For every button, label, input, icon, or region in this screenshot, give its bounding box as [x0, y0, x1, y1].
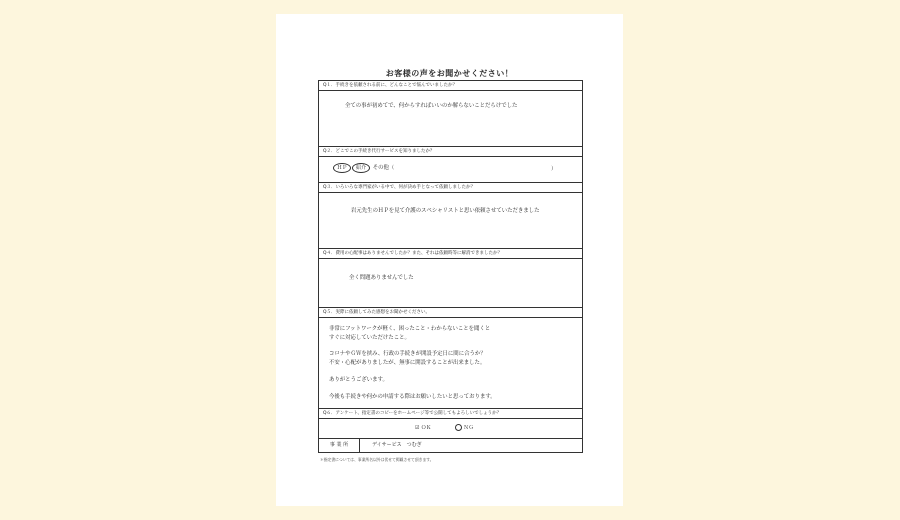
q2-answer-box	[319, 157, 582, 183]
q5-line: コロナやＧＷを挟み、行政の手続きが開設予定日に間に合うか？	[329, 351, 486, 357]
q2-other-close: ）	[551, 166, 557, 172]
q5-question: Q５．実際に依頼してみた感想をお聞かせください。	[319, 308, 582, 318]
office-label: 事 業 所	[319, 439, 360, 452]
q5-line: 今後も手続きや何かの申請する際はお願いしたいと思っております。	[329, 394, 496, 400]
q1-answer: 全ての事が初めてで、何からすればいいのか解らないことだらけでした	[345, 103, 518, 109]
q2-option-hp: ＨＰ	[333, 163, 351, 173]
checkbox-checked-icon: ☑	[415, 425, 420, 431]
q6-answer-box	[319, 419, 582, 439]
q5-line: ありがとうございます。	[329, 377, 388, 383]
q2-question: Q２．どこでこの手続き代行サービスを知りましたか？	[319, 147, 582, 157]
q5-answer-box	[319, 318, 582, 409]
q1-answer-box	[319, 91, 582, 147]
footnote: ＊指定書については、事業所名以外は伏せて掲載させて頂きます。	[320, 457, 434, 462]
radio-empty-icon	[455, 424, 462, 431]
q5-line: 不安・心配がありましたが、無事に開設することが出来ました。	[329, 360, 486, 366]
q3-answer: 岩元先生のＨＰを見て介護のスペシャリストと思い依頼させていただきました	[351, 208, 540, 214]
q2-option-referral: 紹介	[352, 163, 370, 173]
q4-question: Q４．費用の心配事はありませんでしたか？また、それは依頼時等に解消できましたか？	[319, 249, 582, 259]
office-value: デイサービス つむぎ	[372, 442, 422, 448]
q6-ng-label: ＮＧ	[463, 425, 474, 431]
q6-ok-label: ＯＫ	[421, 425, 432, 431]
survey-form	[318, 80, 583, 453]
office-row	[319, 439, 582, 452]
q3-question: Q３．いろいろな専門家がいる中で、何が決め手となって依頼しましたか？	[319, 183, 582, 193]
q5-line: 非常にフットワークが軽く、困ったこと・わからないことを聞くと	[329, 326, 491, 332]
q2-other-label: その他（	[372, 165, 395, 171]
q6-ng-option	[455, 424, 474, 431]
q6-ok-option	[415, 424, 431, 431]
q3-answer-box	[319, 193, 582, 249]
form-title: お客様の声をお聞かせください！	[385, 69, 514, 78]
q4-answer-box	[319, 259, 582, 308]
q1-question: Q１．手続きを依頼される前に、どんなことで悩んでいましたか？	[319, 81, 582, 91]
survey-paper	[276, 14, 623, 506]
q4-answer: 全く問題ありませんでした	[349, 275, 414, 281]
q6-question: Q６．アンケート、指定書のコピーをホームページ等で公開してもよろしいでしょうか？	[319, 409, 582, 419]
q5-line: すぐに対応していただけたこと。	[329, 335, 410, 341]
q2-options	[333, 163, 394, 173]
